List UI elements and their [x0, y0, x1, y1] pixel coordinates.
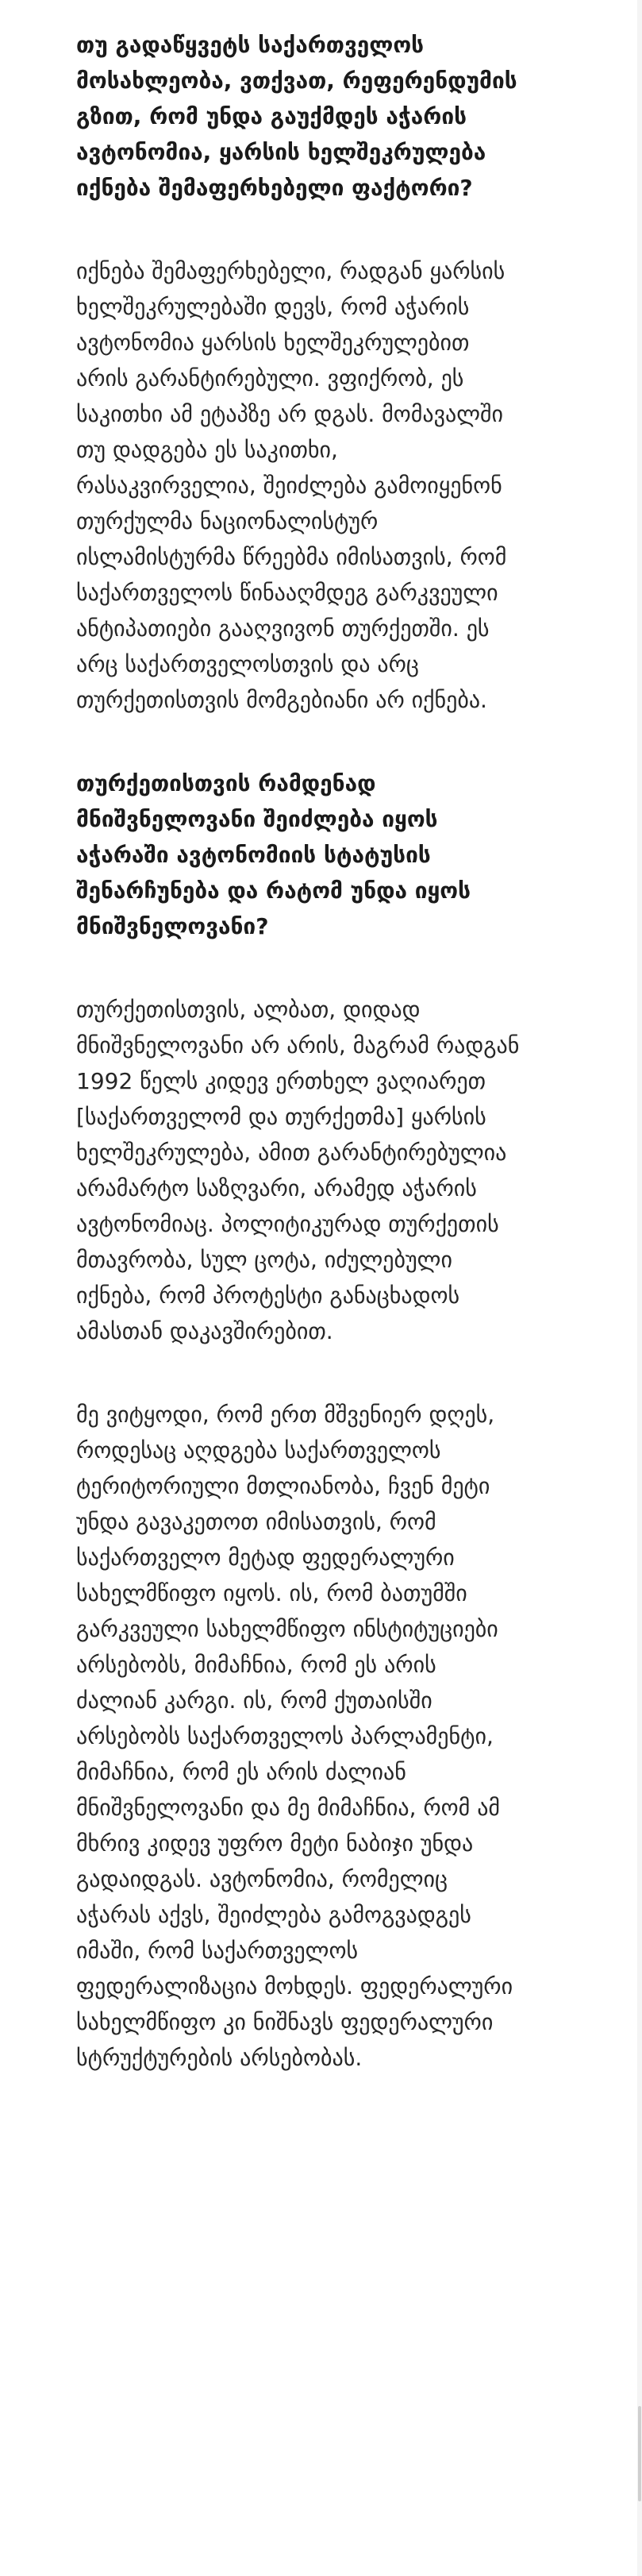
interview-answer-3: მე ვიტყოდი, რომ ერთ მშვენიერ დღეს, როდესაც აღდგება საქართველოს ტერიტორიული მთლიანობა, ჩვენ მეტი უნდა გავაკეთოთ იმისათვის, რომ საქართველო მეტად ფედერალური სახელმწიფო იყოს. ის, რომ ბათუმში გარკვეული სახელმწიფო ინსტიტუციები არსებობს, მიმაჩნია, რომ ეს არის ძალიან კარგი. ის, რომ ქუთაისში არსებობს საქართველოს პარლამენტი, მიმაჩნია, რომ ეს არის ძალიან მნიშვნელოვანი და მე მიმაჩნია, რომ ამ მხრივ კიდევ უფრო მეტი ნაბიჯი უნდა გადაიდგას. ავტონომია, რომელიც აჭარას აქვს, შეიძლება გამოგვადგეს იმაში, რომ საქართველოს ფედერალიზაცია მოხდეს. ფედერალური სახელმწიფო კი ნიშნავს ფედერალური სტრუქტურების არსებობას.	[76, 1402, 513, 2071]
interview-question-2: თურქეთისთვის რამდენად მნიშვნელოვანი შეიძლება იყოს აჭარაში ავტონომიის სტატუსის შენარჩუნება და რატომ უნდა იყოს მნიშვნელოვანი?	[76, 770, 471, 939]
interview-question-1: თუ გადაწყვეტს საქართველოს მოსახლეობა, ვთქვათ, რეფერენდუმის გზით, რომ უნდა გაუქმდეს აჭარის ავტონომია, ყარსის ხელშეკრულება იქნება შემაფერხებელი ფაქტორი?	[76, 32, 517, 201]
article-body	[76, 27, 521, 2123]
interview-answer-1: იქნება შემაფერხებელი, რადგან ყარსის ხელშეკრულებაში დევს, რომ აჭარის ავტონომია ყარსის ხელშეკრულებით არის გარანტირებული. ვფიქრობ, ეს საკითხი ამ ეტაპზე არ დგას. მომავალში თუ დადგება ეს საკითხი, რასაკვირველია, შეიძლება გამოიყენონ თურქულმა ნაციონალისტურ ისლამისტურმა წრეებმა იმისათვის, რომ საქართველოს წინააღმდეგ გარკვეული ანტიპათიები გააღვივონ თურქეთში. ეს არც საქართველოსთვის და არც თურქეთისთვის მომგებიანი არ იქნება.	[76, 258, 507, 713]
interview-answer-2: თურქეთისთვის, ალბათ, დიდად მნიშვნელოვანი არ არის, მაგრამ რადგან 1992 წელს კიდევ ერთხელ ვაღიარეთ [საქართველომ და თურქეთმა] ყარსის ხელშეკრულება, ამით გარანტირებულია არამარტო საზღვარი, არამედ აჭარის ავტონომიაც. პოლიტიკურად თურქეთის მთავრობა, სულ ცოტა, იძულებული იქნება, რომ პროტესტი განაცხადოს ამასთან დაკავშირებით.	[76, 997, 520, 1344]
scrollbar-track[interactable]	[637, 0, 642, 2576]
scrollbar-thumb[interactable]	[638, 2406, 641, 2501]
